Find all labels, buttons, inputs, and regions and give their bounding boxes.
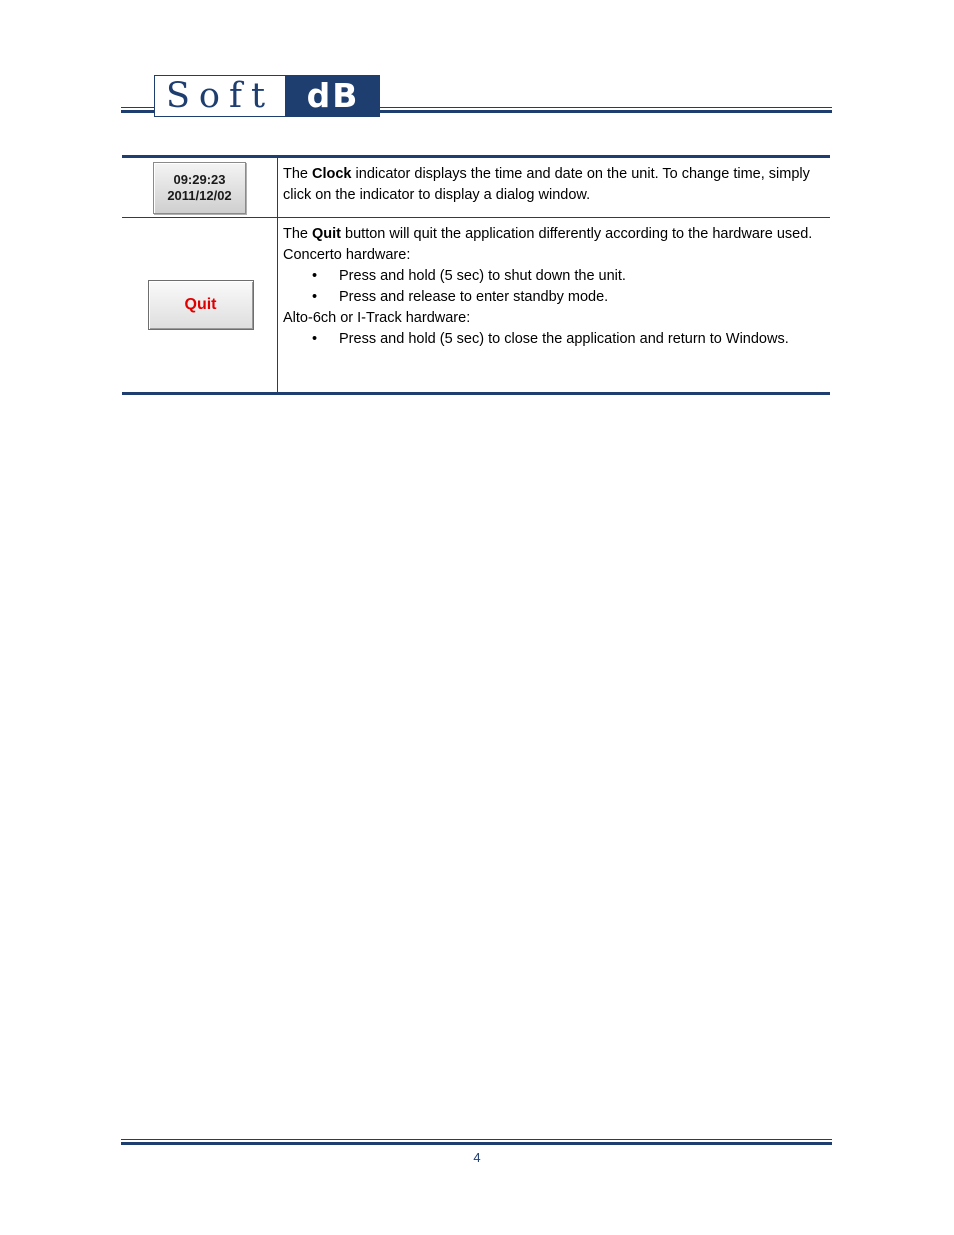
desc-bold-term: Clock xyxy=(312,166,352,182)
concerto-heading: Concerto hardware: xyxy=(283,247,411,263)
table-row xyxy=(122,158,830,217)
quit-intro xyxy=(283,224,830,245)
table-row xyxy=(122,217,830,392)
clock-image-cell xyxy=(122,158,278,217)
desc-text: The xyxy=(283,226,313,242)
clock-description xyxy=(278,158,830,217)
table-bottom-rule xyxy=(122,392,830,395)
list-item: • Press and hold (5 sec) to shut down the unit. xyxy=(283,266,830,287)
desc-text: indicator displays the time and date on the unit. To change time, simply click on the indicator to display a dialog window. xyxy=(283,166,810,203)
header-rule-left xyxy=(121,107,155,113)
clock-indicator[interactable] xyxy=(153,162,246,214)
quit-button[interactable]: Quit xyxy=(148,280,254,330)
logo-db-text: dB xyxy=(286,75,380,117)
quit-description xyxy=(278,218,830,392)
concerto-list xyxy=(283,266,830,308)
logo-soft-text: Soft xyxy=(154,75,286,117)
quit-image-cell xyxy=(122,218,278,392)
desc-bold-term: Quit xyxy=(312,226,342,242)
page-number: 4 xyxy=(473,1150,481,1165)
clock-date: 2011/12/02 xyxy=(167,187,232,203)
footer-rule xyxy=(121,1139,832,1145)
header-rule-right xyxy=(380,107,832,113)
desc-text: button will quit the application differently according to the hardware used. xyxy=(341,226,813,242)
softdb-logo xyxy=(154,75,380,117)
alto-heading: Alto-6ch or I-Track hardware: xyxy=(283,310,471,326)
clock-time: 09:29:23 xyxy=(173,171,226,187)
desc-text: The xyxy=(283,166,313,182)
list-item: • Press and release to enter standby mode. xyxy=(283,287,830,308)
list-item: • Press and hold (5 sec) to close the application and return to Windows. xyxy=(283,329,830,350)
alto-list xyxy=(283,329,830,350)
controls-table xyxy=(122,155,830,395)
